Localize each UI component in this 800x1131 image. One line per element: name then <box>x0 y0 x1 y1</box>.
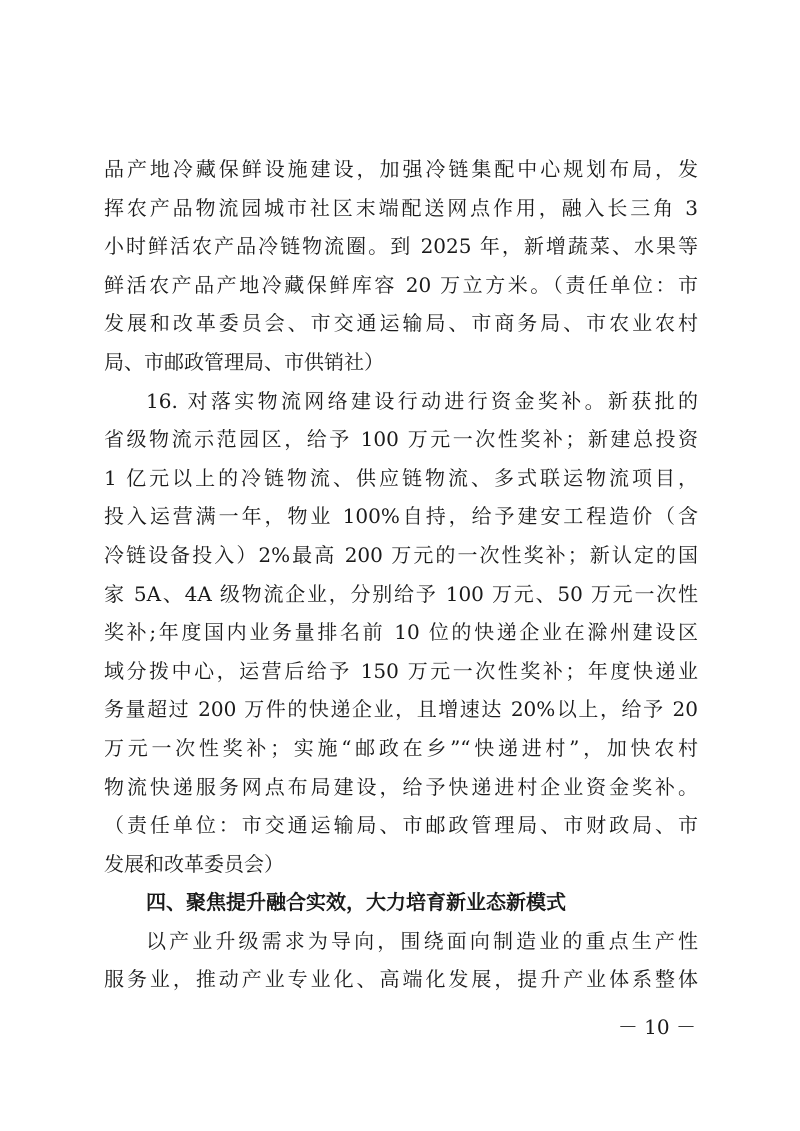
text-line: 服务业，推动产业专业化、高端化发展，提升产业体系整体 <box>104 967 698 992</box>
text-line: 务量超过 200 万件的快递企业，且增速达 20%以上，给予 20 <box>104 697 698 722</box>
text-line: 挥农产品物流园城市社区末端配送网点作用，融入长三角 3 <box>104 195 698 220</box>
paragraph <box>104 150 698 382</box>
text-line: 投入运营满一年，物业 100%自持，给予建安工程造价（含 <box>104 504 698 529</box>
text-line: （责任单位：市交通运输局、市邮政管理局、市财政局、市 <box>104 813 698 838</box>
page-number: － 10 － <box>617 1015 696 1039</box>
text-line: 发展和改革委员会、市交通运输局、市商务局、市农业农村 <box>104 311 698 336</box>
text-line: 鲜活农产品产地冷藏保鲜库容 20 万立方米。（责任单位：市 <box>104 272 698 297</box>
paragraph <box>104 922 698 999</box>
text-line: 物流快递服务网点布局建设，给予快递进村企业资金奖补。 <box>104 774 698 799</box>
text-line: 发展和改革委员会） <box>104 851 284 876</box>
text-line: 品产地冷藏保鲜设施建设，加强冷链集配中心规划布局，发 <box>104 157 698 181</box>
text-line: 冷链设备投入）2%最高 200 万元的一次性奖补；新认定的国 <box>104 542 698 567</box>
text-line: 16. 对落实物流网络建设行动进行资金奖补。新获批的 <box>146 388 698 413</box>
text-line: 万元一次性奖补；实施“邮政在乡”“快递进村”，加快农村 <box>104 735 698 760</box>
text-line: 奖补;年度国内业务量排名前 10 位的快递企业在滁州建设区 <box>104 620 698 645</box>
text-line: 省级物流示范园区，给予 100 万元一次性奖补；新建总投资 <box>104 427 698 452</box>
text-line: 家 5A、4A 级物流企业，分别给予 100 万元、50 万元一次性 <box>104 581 698 606</box>
text-line: 1 亿元以上的冷链物流、供应链物流、多式联运物流项目， <box>104 465 698 490</box>
section-heading: 四、聚焦提升融合实效，大力培育新业态新模式 <box>146 890 566 915</box>
text-line: 局、市邮政管理局、市供销社） <box>104 349 384 374</box>
text-line: 以产业升级需求为导向，围绕面向制造业的重点生产性 <box>146 928 698 953</box>
text-line: 域分拨中心，运营后给予 150 万元一次性奖补；年度快递业 <box>104 658 698 683</box>
document-body <box>104 150 698 999</box>
paragraph-item-16 <box>104 382 698 884</box>
text-line: 小时鲜活农产品冷链物流圈。到 2025 年，新增蔬菜、水果等 <box>104 234 698 259</box>
